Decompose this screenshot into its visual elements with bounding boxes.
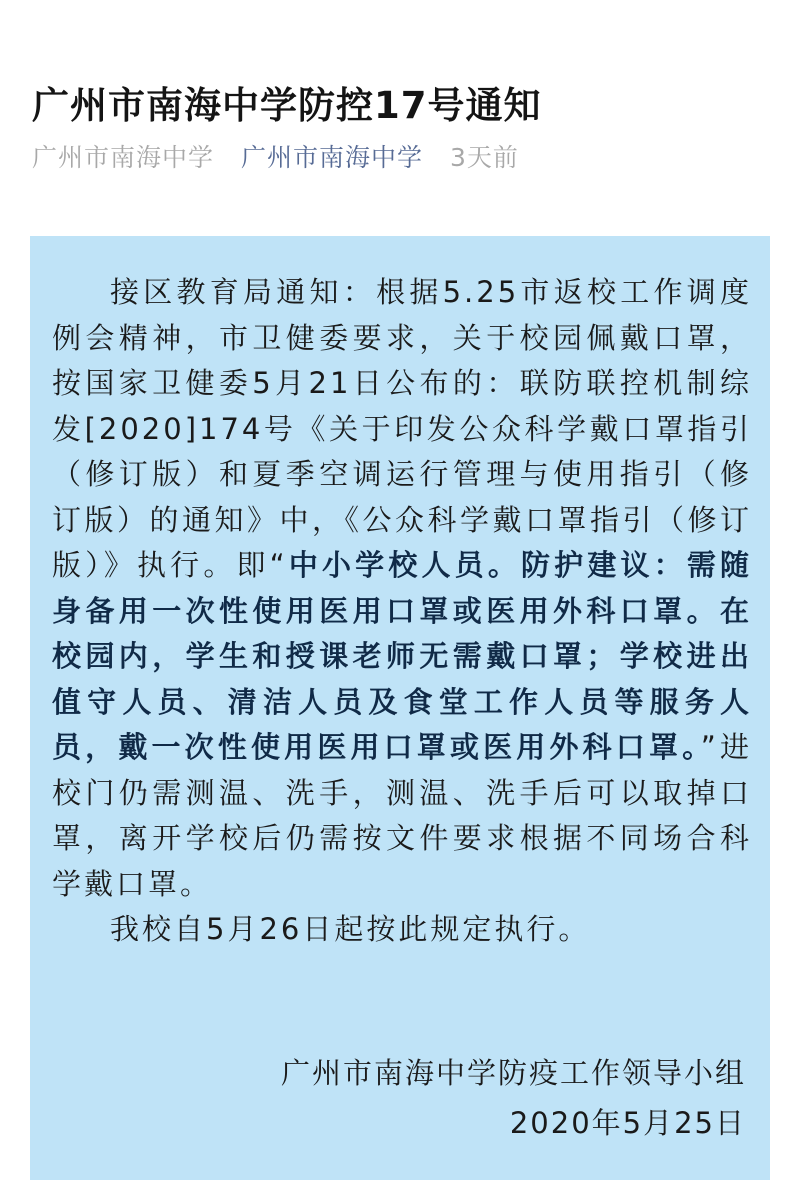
notice-intro-text: 接区教育局通知：根据5.25市返校工作调度例会精神，市卫健委要求，关于校园佩戴口罩，按国家卫健委5月21日公布的：联防联控机制综发[2020]174号《关于印发公众科学戴口罩指引（修订版）和夏季空调运行管理与使用指引（修订版）的通知》中，《公众科学戴口罩指引（修订版）》执行。即“ (52, 275, 752, 582)
notice-bold-text: 中小学校人员。防护建议：需随身备用一次性使用医用口罩或医用外科口罩。在校园内，学生和授课老师无需戴口罩；学校进出值守人员、清洁人员及食堂工作人员等服务人员，戴一次性使用医用口罩或医用外科口罩。 (52, 548, 752, 764)
publish-time: 3天前 (449, 143, 519, 172)
notice-paragraph-2: 我校自5月26日起按此规定执行。 (110, 912, 591, 946)
notice-paragraph-1 (52, 270, 752, 907)
notice-card (30, 236, 770, 1180)
notice-end-text: ”进校门仍需测温、洗手，测温、洗手后可以取掉口罩，离开学校后仍需按文件要求根据不同场合科学戴口罩。 (52, 730, 752, 901)
author-name: 广州市南海中学 (32, 143, 215, 172)
article-meta (32, 138, 537, 174)
signature-org: 广州市南海中学防疫工作领导小组 (280, 1056, 746, 1090)
signature-date: 2020年5月25日 (509, 1106, 746, 1140)
article-title: 广州市南海中学防控17号通知 (32, 83, 542, 127)
notice-body (52, 270, 752, 953)
signature-block (281, 1048, 746, 1148)
account-link[interactable]: 广州市南海中学 (240, 143, 423, 172)
